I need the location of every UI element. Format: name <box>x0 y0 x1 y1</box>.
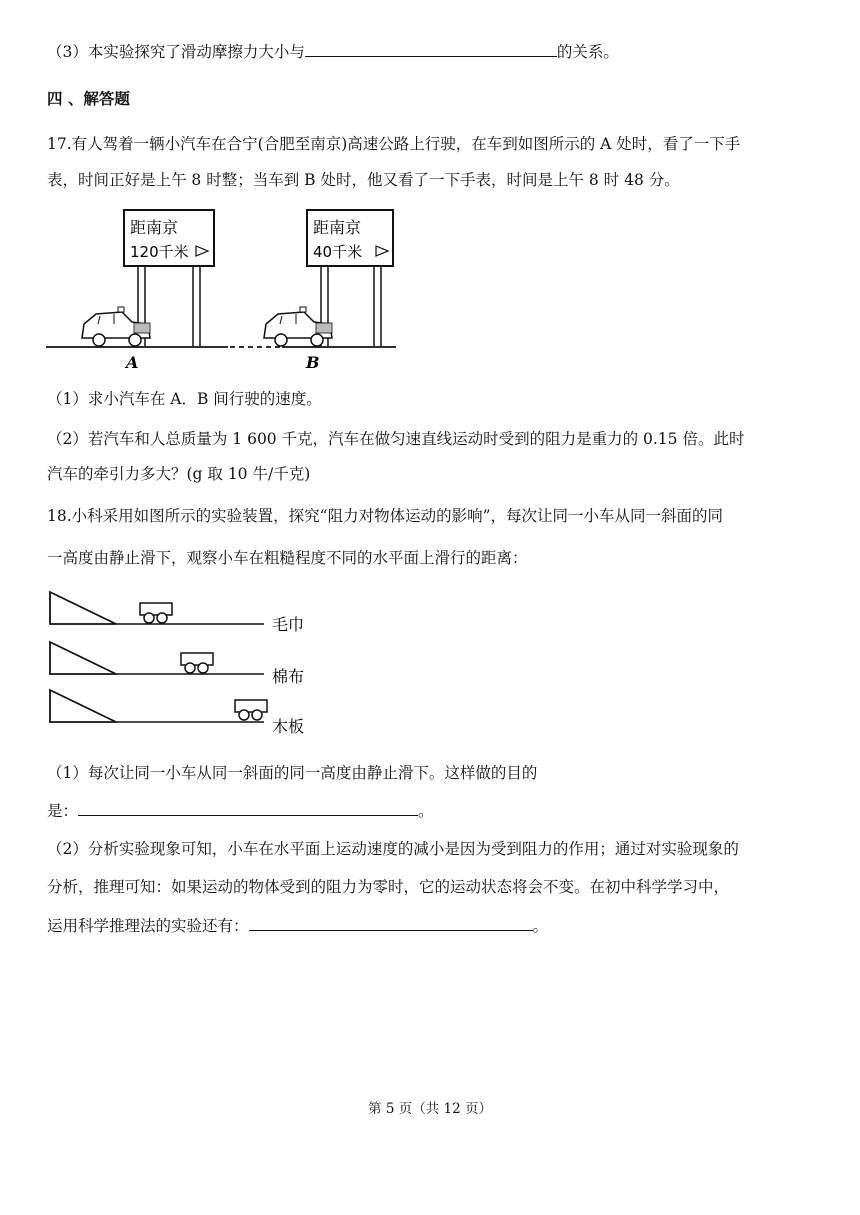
ramp-experiment-figure <box>44 586 334 738</box>
q17-text-line2: 表，时间正好是上午 8 时整；当车到 B 处时，他又看了一下手表，时间是上午 8 时 48 分。 <box>47 171 680 189</box>
q17-text-line1: 17.有人驾着一辆小汽车在合宁(合肥至南京)高速公路上行驶，在车到如图所示的 A 处时，看了一下手 <box>47 135 741 153</box>
q18-text-line1: 18.小科采用如图所示的实验装置，探究“阻力对物体运动的影响”，每次让同一小车从同一斜面的同 <box>47 507 724 525</box>
q18-sub2-prefix: 运用科学推理法的实验还有： <box>47 917 249 935</box>
q16-part3-line <box>47 40 820 63</box>
label-b: B <box>306 353 320 372</box>
ramp-row-towel <box>50 592 304 634</box>
q18-sub1-line2 <box>47 799 820 822</box>
answer-blank[interactable] <box>305 40 557 57</box>
q18-sub2-line2: 分析，推理可知：如果运动的物体受到的阻力为零时，它的运动状态将会不变。在初中科学学习中， <box>47 878 730 896</box>
surface-label-cotton: 棉布 <box>272 667 305 686</box>
q18-sub2-line1: （2）分析实验现象可知，小车在水平面上运动速度的减小是因为受到阻力的作用；通过对实验现象的 <box>47 840 739 858</box>
q17-sub2-line2: 汽车的牵引力多大？(g 取 10 牛/千克) <box>47 465 311 483</box>
answer-blank[interactable] <box>249 914 533 931</box>
sign-a-line1: 距南京 <box>130 218 179 237</box>
q18-text-line2: 一高度由静止滑下，观察小车在粗糙程度不同的水平面上滑行的距离： <box>47 549 528 567</box>
sign-b-line2: 40千米 <box>313 243 363 261</box>
sign-b-line1: 距南京 <box>313 218 362 237</box>
q18-sub2-line3 <box>47 914 820 937</box>
q16-part3-text: （3）本实验探究了滑动摩擦力大小与 <box>47 43 305 61</box>
ramp-row-wood <box>50 690 304 736</box>
q18-sub1-tail: 。 <box>418 802 434 820</box>
q17-sub2-line1: （2）若汽车和人总质量为 1 600 千克，汽车在做匀速直线运动时受到的阻力是重力的 0.15 倍。此时 <box>47 430 745 448</box>
car-a-icon <box>82 307 150 346</box>
car-b-icon <box>264 307 332 346</box>
road-sign-figure <box>44 206 400 372</box>
cart-icon <box>235 700 267 712</box>
q18-sub1-line1: （1）每次让同一小车从同一斜面的同一高度由静止滑下。这样做的目的 <box>47 764 538 782</box>
answer-blank[interactable] <box>78 799 418 816</box>
q18-sub1-prefix: 是： <box>47 802 79 820</box>
q16-part3-tail: 的关系。 <box>556 43 619 61</box>
page-footer: 第 5 页（共 12 页） <box>368 1101 492 1117</box>
sign-a-line2: 120千米 <box>130 243 189 261</box>
cart-icon <box>140 603 172 615</box>
q17-sub1: （1）求小汽车在 A．B 间行驶的速度。 <box>47 390 322 408</box>
cart-icon <box>181 653 213 665</box>
surface-label-wood: 木板 <box>272 717 305 736</box>
ramp-row-cotton <box>50 642 304 686</box>
surface-label-towel: 毛巾 <box>272 615 305 634</box>
section-heading: 四 、解答题 <box>47 90 130 108</box>
label-a: A <box>126 353 139 372</box>
q18-sub2-tail: 。 <box>532 917 549 935</box>
